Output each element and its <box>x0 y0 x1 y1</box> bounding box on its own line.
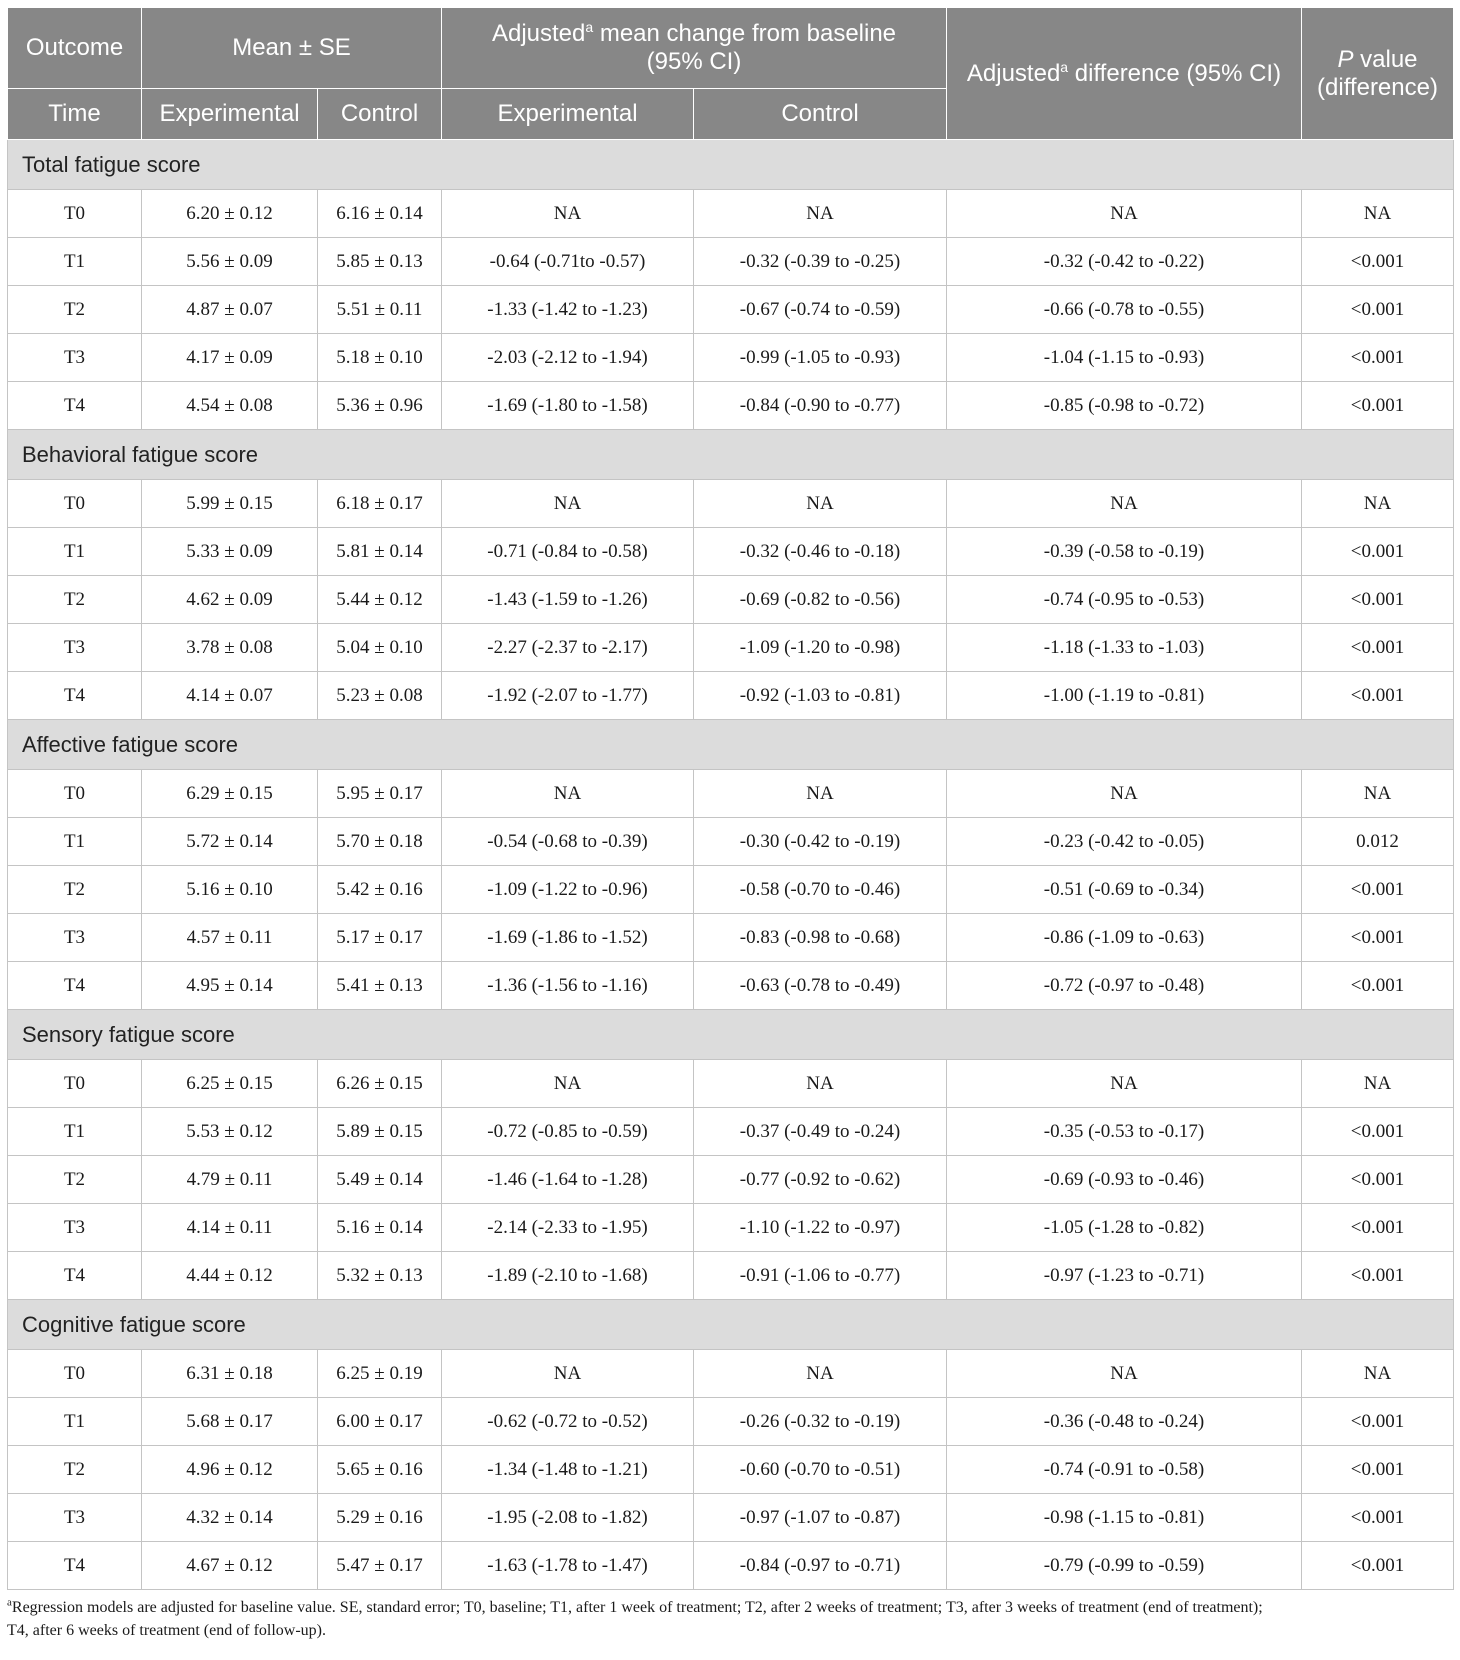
cell-p-value: <0.001 <box>1302 1494 1454 1542</box>
cell-adjusted-experimental: -1.92 (-2.07 to -1.77) <box>442 672 694 720</box>
cell-time: T2 <box>8 576 142 624</box>
cell-mean-control: 5.32 ± 0.13 <box>318 1252 442 1300</box>
cell-mean-experimental: 5.53 ± 0.12 <box>142 1108 318 1156</box>
table-row <box>8 190 1454 238</box>
cell-mean-experimental: 6.29 ± 0.15 <box>142 770 318 818</box>
table-row <box>8 1252 1454 1300</box>
cell-adjusted-control: -0.77 (-0.92 to -0.62) <box>694 1156 947 1204</box>
cell-time: T0 <box>8 1350 142 1398</box>
cell-time: T4 <box>8 1252 142 1300</box>
results-table-container <box>7 7 1453 1642</box>
cell-p-value: <0.001 <box>1302 334 1454 382</box>
table-row <box>8 286 1454 334</box>
cell-mean-control: 5.42 ± 0.16 <box>318 866 442 914</box>
table-row <box>8 914 1454 962</box>
cell-mean-control: 6.25 ± 0.19 <box>318 1350 442 1398</box>
cell-time: T3 <box>8 1494 142 1542</box>
table-row <box>8 480 1454 528</box>
cell-mean-control: 5.65 ± 0.16 <box>318 1446 442 1494</box>
table-row <box>8 672 1454 720</box>
cell-time: T0 <box>8 1060 142 1108</box>
cell-mean-control: 5.70 ± 0.18 <box>318 818 442 866</box>
cell-time: T3 <box>8 914 142 962</box>
cell-p-value: <0.001 <box>1302 238 1454 286</box>
header-mean-se: Mean ± SE <box>142 8 442 89</box>
section-title: Total fatigue score <box>8 140 1454 190</box>
table-row <box>8 1108 1454 1156</box>
cell-adjusted-control: -1.09 (-1.20 to -0.98) <box>694 624 947 672</box>
cell-mean-experimental: 4.14 ± 0.07 <box>142 672 318 720</box>
cell-adjusted-difference: NA <box>947 1350 1302 1398</box>
cell-adjusted-difference: -0.97 (-1.23 to -0.71) <box>947 1252 1302 1300</box>
cell-mean-experimental: 4.17 ± 0.09 <box>142 334 318 382</box>
cell-adjusted-difference: -1.00 (-1.19 to -0.81) <box>947 672 1302 720</box>
table-row <box>8 1542 1454 1590</box>
cell-mean-experimental: 5.33 ± 0.09 <box>142 528 318 576</box>
cell-p-value: <0.001 <box>1302 528 1454 576</box>
cell-time: T1 <box>8 1398 142 1446</box>
cell-mean-experimental: 5.68 ± 0.17 <box>142 1398 318 1446</box>
cell-adjusted-difference: -0.98 (-1.15 to -0.81) <box>947 1494 1302 1542</box>
cell-mean-control: 6.26 ± 0.15 <box>318 1060 442 1108</box>
cell-p-value: <0.001 <box>1302 1252 1454 1300</box>
cell-adjusted-control: NA <box>694 190 947 238</box>
cell-adjusted-experimental: -1.95 (-2.08 to -1.82) <box>442 1494 694 1542</box>
cell-mean-control: 5.44 ± 0.12 <box>318 576 442 624</box>
cell-p-value: <0.001 <box>1302 1542 1454 1590</box>
cell-adjusted-control: -0.99 (-1.05 to -0.93) <box>694 334 947 382</box>
table-header <box>8 8 1454 140</box>
table-row <box>8 576 1454 624</box>
cell-mean-experimental: 5.99 ± 0.15 <box>142 480 318 528</box>
table-row <box>8 818 1454 866</box>
cell-mean-control: 5.81 ± 0.14 <box>318 528 442 576</box>
section-row <box>8 1010 1454 1060</box>
header-mean-control: Control <box>318 89 442 140</box>
cell-adjusted-control: -0.84 (-0.90 to -0.77) <box>694 382 947 430</box>
table-row <box>8 1398 1454 1446</box>
cell-p-value: <0.001 <box>1302 1108 1454 1156</box>
cell-p-value: <0.001 <box>1302 914 1454 962</box>
cell-time: T0 <box>8 480 142 528</box>
header-outcome: Outcome <box>8 8 142 89</box>
cell-adjusted-control: -0.32 (-0.39 to -0.25) <box>694 238 947 286</box>
cell-time: T2 <box>8 1446 142 1494</box>
table-row <box>8 382 1454 430</box>
cell-adjusted-control: -0.58 (-0.70 to -0.46) <box>694 866 947 914</box>
cell-adjusted-control: NA <box>694 480 947 528</box>
cell-p-value: <0.001 <box>1302 866 1454 914</box>
table-row <box>8 528 1454 576</box>
cell-adjusted-control: -0.67 (-0.74 to -0.59) <box>694 286 947 334</box>
cell-mean-control: 5.16 ± 0.14 <box>318 1204 442 1252</box>
cell-adjusted-control: -0.97 (-1.07 to -0.87) <box>694 1494 947 1542</box>
cell-adjusted-control: -0.92 (-1.03 to -0.81) <box>694 672 947 720</box>
cell-time: T4 <box>8 1542 142 1590</box>
cell-mean-experimental: 4.67 ± 0.12 <box>142 1542 318 1590</box>
table-row <box>8 770 1454 818</box>
table-row <box>8 1156 1454 1204</box>
cell-adjusted-difference: NA <box>947 190 1302 238</box>
header-adjusted-difference: Adjusted$^a$ difference (95% CI) <box>947 8 1302 140</box>
table-row <box>8 1494 1454 1542</box>
cell-adjusted-control: -0.32 (-0.46 to -0.18) <box>694 528 947 576</box>
cell-mean-control: 5.49 ± 0.14 <box>318 1156 442 1204</box>
results-table <box>7 7 1454 1590</box>
cell-adjusted-difference: -0.39 (-0.58 to -0.19) <box>947 528 1302 576</box>
table-row <box>8 1350 1454 1398</box>
cell-mean-control: 5.89 ± 0.15 <box>318 1108 442 1156</box>
cell-mean-experimental: 4.96 ± 0.12 <box>142 1446 318 1494</box>
cell-time: T4 <box>8 962 142 1010</box>
cell-adjusted-difference: -0.79 (-0.99 to -0.59) <box>947 1542 1302 1590</box>
cell-mean-experimental: 5.16 ± 0.10 <box>142 866 318 914</box>
cell-mean-control: 5.47 ± 0.17 <box>318 1542 442 1590</box>
section-row <box>8 140 1454 190</box>
cell-time: T2 <box>8 1156 142 1204</box>
cell-mean-experimental: 5.56 ± 0.09 <box>142 238 318 286</box>
header-adjusted-change: Adjusted$^a$ mean change from baseline (95% CI) <box>442 8 947 89</box>
cell-p-value: <0.001 <box>1302 576 1454 624</box>
cell-mean-control: 6.00 ± 0.17 <box>318 1398 442 1446</box>
cell-adjusted-difference: NA <box>947 1060 1302 1108</box>
cell-mean-experimental: 4.62 ± 0.09 <box>142 576 318 624</box>
table-row <box>8 866 1454 914</box>
cell-mean-control: 5.85 ± 0.13 <box>318 238 442 286</box>
cell-mean-experimental: 4.87 ± 0.07 <box>142 286 318 334</box>
cell-adjusted-experimental: -1.43 (-1.59 to -1.26) <box>442 576 694 624</box>
cell-mean-control: 5.51 ± 0.11 <box>318 286 442 334</box>
cell-time: T1 <box>8 1108 142 1156</box>
cell-p-value: <0.001 <box>1302 962 1454 1010</box>
cell-adjusted-experimental: NA <box>442 770 694 818</box>
section-row <box>8 1300 1454 1350</box>
cell-time: T3 <box>8 624 142 672</box>
table-row <box>8 962 1454 1010</box>
cell-adjusted-experimental: -1.34 (-1.48 to -1.21) <box>442 1446 694 1494</box>
cell-adjusted-difference: -0.66 (-0.78 to -0.55) <box>947 286 1302 334</box>
cell-p-value: <0.001 <box>1302 1398 1454 1446</box>
cell-mean-control: 5.41 ± 0.13 <box>318 962 442 1010</box>
cell-adjusted-control: -0.37 (-0.49 to -0.24) <box>694 1108 947 1156</box>
cell-p-value: <0.001 <box>1302 624 1454 672</box>
cell-adjusted-difference: -0.69 (-0.93 to -0.46) <box>947 1156 1302 1204</box>
cell-mean-control: 5.95 ± 0.17 <box>318 770 442 818</box>
cell-time: T2 <box>8 866 142 914</box>
cell-adjusted-control: NA <box>694 1060 947 1108</box>
cell-p-value: NA <box>1302 1350 1454 1398</box>
cell-mean-experimental: 6.25 ± 0.15 <box>142 1060 318 1108</box>
cell-mean-control: 5.29 ± 0.16 <box>318 1494 442 1542</box>
cell-time: T4 <box>8 672 142 720</box>
cell-time: T3 <box>8 334 142 382</box>
cell-mean-experimental: 4.95 ± 0.14 <box>142 962 318 1010</box>
cell-time: T0 <box>8 770 142 818</box>
cell-time: T1 <box>8 818 142 866</box>
cell-adjusted-experimental: -0.62 (-0.72 to -0.52) <box>442 1398 694 1446</box>
section-row <box>8 430 1454 480</box>
cell-adjusted-difference: -1.04 (-1.15 to -0.93) <box>947 334 1302 382</box>
cell-adjusted-difference: -1.18 (-1.33 to -1.03) <box>947 624 1302 672</box>
cell-adjusted-experimental: -1.33 (-1.42 to -1.23) <box>442 286 694 334</box>
table-row <box>8 624 1454 672</box>
table-row <box>8 334 1454 382</box>
table-row <box>8 1204 1454 1252</box>
section-title: Cognitive fatigue score <box>8 1300 1454 1350</box>
cell-adjusted-experimental: -1.09 (-1.22 to -0.96) <box>442 866 694 914</box>
table-row <box>8 1446 1454 1494</box>
cell-time: T1 <box>8 238 142 286</box>
cell-adjusted-experimental: -1.69 (-1.86 to -1.52) <box>442 914 694 962</box>
cell-adjusted-control: -0.63 (-0.78 to -0.49) <box>694 962 947 1010</box>
cell-p-value: <0.001 <box>1302 286 1454 334</box>
cell-adjusted-control: -0.83 (-0.98 to -0.68) <box>694 914 947 962</box>
cell-mean-experimental: 4.14 ± 0.11 <box>142 1204 318 1252</box>
cell-p-value: <0.001 <box>1302 672 1454 720</box>
cell-mean-experimental: 6.20 ± 0.12 <box>142 190 318 238</box>
cell-adjusted-experimental: -2.14 (-2.33 to -1.95) <box>442 1204 694 1252</box>
section-title: Sensory fatigue score <box>8 1010 1454 1060</box>
cell-mean-experimental: 5.72 ± 0.14 <box>142 818 318 866</box>
cell-adjusted-control: -0.30 (-0.42 to -0.19) <box>694 818 947 866</box>
cell-adjusted-difference: -0.85 (-0.98 to -0.72) <box>947 382 1302 430</box>
cell-adjusted-difference: -0.74 (-0.91 to -0.58) <box>947 1446 1302 1494</box>
table-row <box>8 1060 1454 1108</box>
cell-mean-experimental: 4.32 ± 0.14 <box>142 1494 318 1542</box>
cell-mean-control: 5.17 ± 0.17 <box>318 914 442 962</box>
cell-adjusted-experimental: -1.69 (-1.80 to -1.58) <box>442 382 694 430</box>
cell-adjusted-difference: -0.35 (-0.53 to -0.17) <box>947 1108 1302 1156</box>
cell-time: T3 <box>8 1204 142 1252</box>
cell-adjusted-control: -1.10 (-1.22 to -0.97) <box>694 1204 947 1252</box>
cell-mean-control: 5.23 ± 0.08 <box>318 672 442 720</box>
header-adjusted-control: Control <box>694 89 947 140</box>
cell-time: T1 <box>8 528 142 576</box>
section-title: Behavioral fatigue score <box>8 430 1454 480</box>
cell-adjusted-control: -0.69 (-0.82 to -0.56) <box>694 576 947 624</box>
cell-adjusted-difference: -0.72 (-0.97 to -0.48) <box>947 962 1302 1010</box>
cell-time: T2 <box>8 286 142 334</box>
cell-adjusted-control: -0.84 (-0.97 to -0.71) <box>694 1542 947 1590</box>
cell-mean-experimental: 4.57 ± 0.11 <box>142 914 318 962</box>
cell-mean-experimental: 4.79 ± 0.11 <box>142 1156 318 1204</box>
cell-adjusted-experimental: -1.63 (-1.78 to -1.47) <box>442 1542 694 1590</box>
table-row <box>8 238 1454 286</box>
cell-adjusted-experimental: -2.27 (-2.37 to -2.17) <box>442 624 694 672</box>
cell-adjusted-experimental: -1.36 (-1.56 to -1.16) <box>442 962 694 1010</box>
footnote: $^a$Regression models are adjusted for baseline value. SE, standard error; T0, baseline; T1, after 1 week of treatment; T2, after 2 weeks of treatment; T3, after 3 weeks of treatment (end of treatment); T4, after 6 weeks of treatment (end of follow-up). <box>7 1596 1263 1639</box>
cell-mean-experimental: 4.54 ± 0.08 <box>142 382 318 430</box>
cell-adjusted-control: NA <box>694 770 947 818</box>
cell-mean-control: 6.18 ± 0.17 <box>318 480 442 528</box>
cell-mean-control: 6.16 ± 0.14 <box>318 190 442 238</box>
cell-adjusted-experimental: -0.54 (-0.68 to -0.39) <box>442 818 694 866</box>
cell-mean-control: 5.04 ± 0.10 <box>318 624 442 672</box>
header-mean-experimental: Experimental <box>142 89 318 140</box>
cell-adjusted-experimental: NA <box>442 190 694 238</box>
cell-adjusted-experimental: NA <box>442 480 694 528</box>
cell-adjusted-experimental: -0.71 (-0.84 to -0.58) <box>442 528 694 576</box>
cell-mean-experimental: 4.44 ± 0.12 <box>142 1252 318 1300</box>
cell-adjusted-difference: NA <box>947 480 1302 528</box>
cell-p-value: <0.001 <box>1302 1156 1454 1204</box>
cell-adjusted-difference: -0.23 (-0.42 to -0.05) <box>947 818 1302 866</box>
cell-adjusted-control: NA <box>694 1350 947 1398</box>
cell-adjusted-control: -0.60 (-0.70 to -0.51) <box>694 1446 947 1494</box>
cell-adjusted-experimental: NA <box>442 1350 694 1398</box>
cell-p-value: NA <box>1302 770 1454 818</box>
cell-p-value: NA <box>1302 1060 1454 1108</box>
cell-p-value: NA <box>1302 190 1454 238</box>
cell-adjusted-experimental: -1.46 (-1.64 to -1.28) <box>442 1156 694 1204</box>
cell-adjusted-difference: -0.36 (-0.48 to -0.24) <box>947 1398 1302 1446</box>
cell-p-value: <0.001 <box>1302 1446 1454 1494</box>
cell-adjusted-difference: -1.05 (-1.28 to -0.82) <box>947 1204 1302 1252</box>
section-title: Affective fatigue score <box>8 720 1454 770</box>
cell-p-value: 0.012 <box>1302 818 1454 866</box>
cell-adjusted-difference: -0.51 (-0.69 to -0.34) <box>947 866 1302 914</box>
cell-mean-control: 5.18 ± 0.10 <box>318 334 442 382</box>
cell-p-value: NA <box>1302 480 1454 528</box>
cell-adjusted-experimental: -1.89 (-2.10 to -1.68) <box>442 1252 694 1300</box>
table-body <box>8 140 1454 1590</box>
cell-adjusted-difference: -0.74 (-0.95 to -0.53) <box>947 576 1302 624</box>
cell-adjusted-experimental: NA <box>442 1060 694 1108</box>
cell-adjusted-difference: NA <box>947 770 1302 818</box>
cell-adjusted-control: -0.26 (-0.32 to -0.19) <box>694 1398 947 1446</box>
header-adjusted-experimental: Experimental <box>442 89 694 140</box>
cell-mean-experimental: 3.78 ± 0.08 <box>142 624 318 672</box>
cell-adjusted-control: -0.91 (-1.06 to -0.77) <box>694 1252 947 1300</box>
header-p-value: P value (difference) <box>1302 8 1454 140</box>
cell-mean-control: 5.36 ± 0.96 <box>318 382 442 430</box>
cell-adjusted-difference: -0.86 (-1.09 to -0.63) <box>947 914 1302 962</box>
cell-adjusted-experimental: -2.03 (-2.12 to -1.94) <box>442 334 694 382</box>
header-time: Time <box>8 89 142 140</box>
cell-adjusted-experimental: -0.64 (-0.71to -0.57) <box>442 238 694 286</box>
cell-p-value: <0.001 <box>1302 1204 1454 1252</box>
cell-time: T4 <box>8 382 142 430</box>
cell-time: T0 <box>8 190 142 238</box>
cell-p-value: <0.001 <box>1302 382 1454 430</box>
cell-adjusted-experimental: -0.72 (-0.85 to -0.59) <box>442 1108 694 1156</box>
cell-mean-experimental: 6.31 ± 0.18 <box>142 1350 318 1398</box>
cell-adjusted-difference: -0.32 (-0.42 to -0.22) <box>947 238 1302 286</box>
section-row <box>8 720 1454 770</box>
